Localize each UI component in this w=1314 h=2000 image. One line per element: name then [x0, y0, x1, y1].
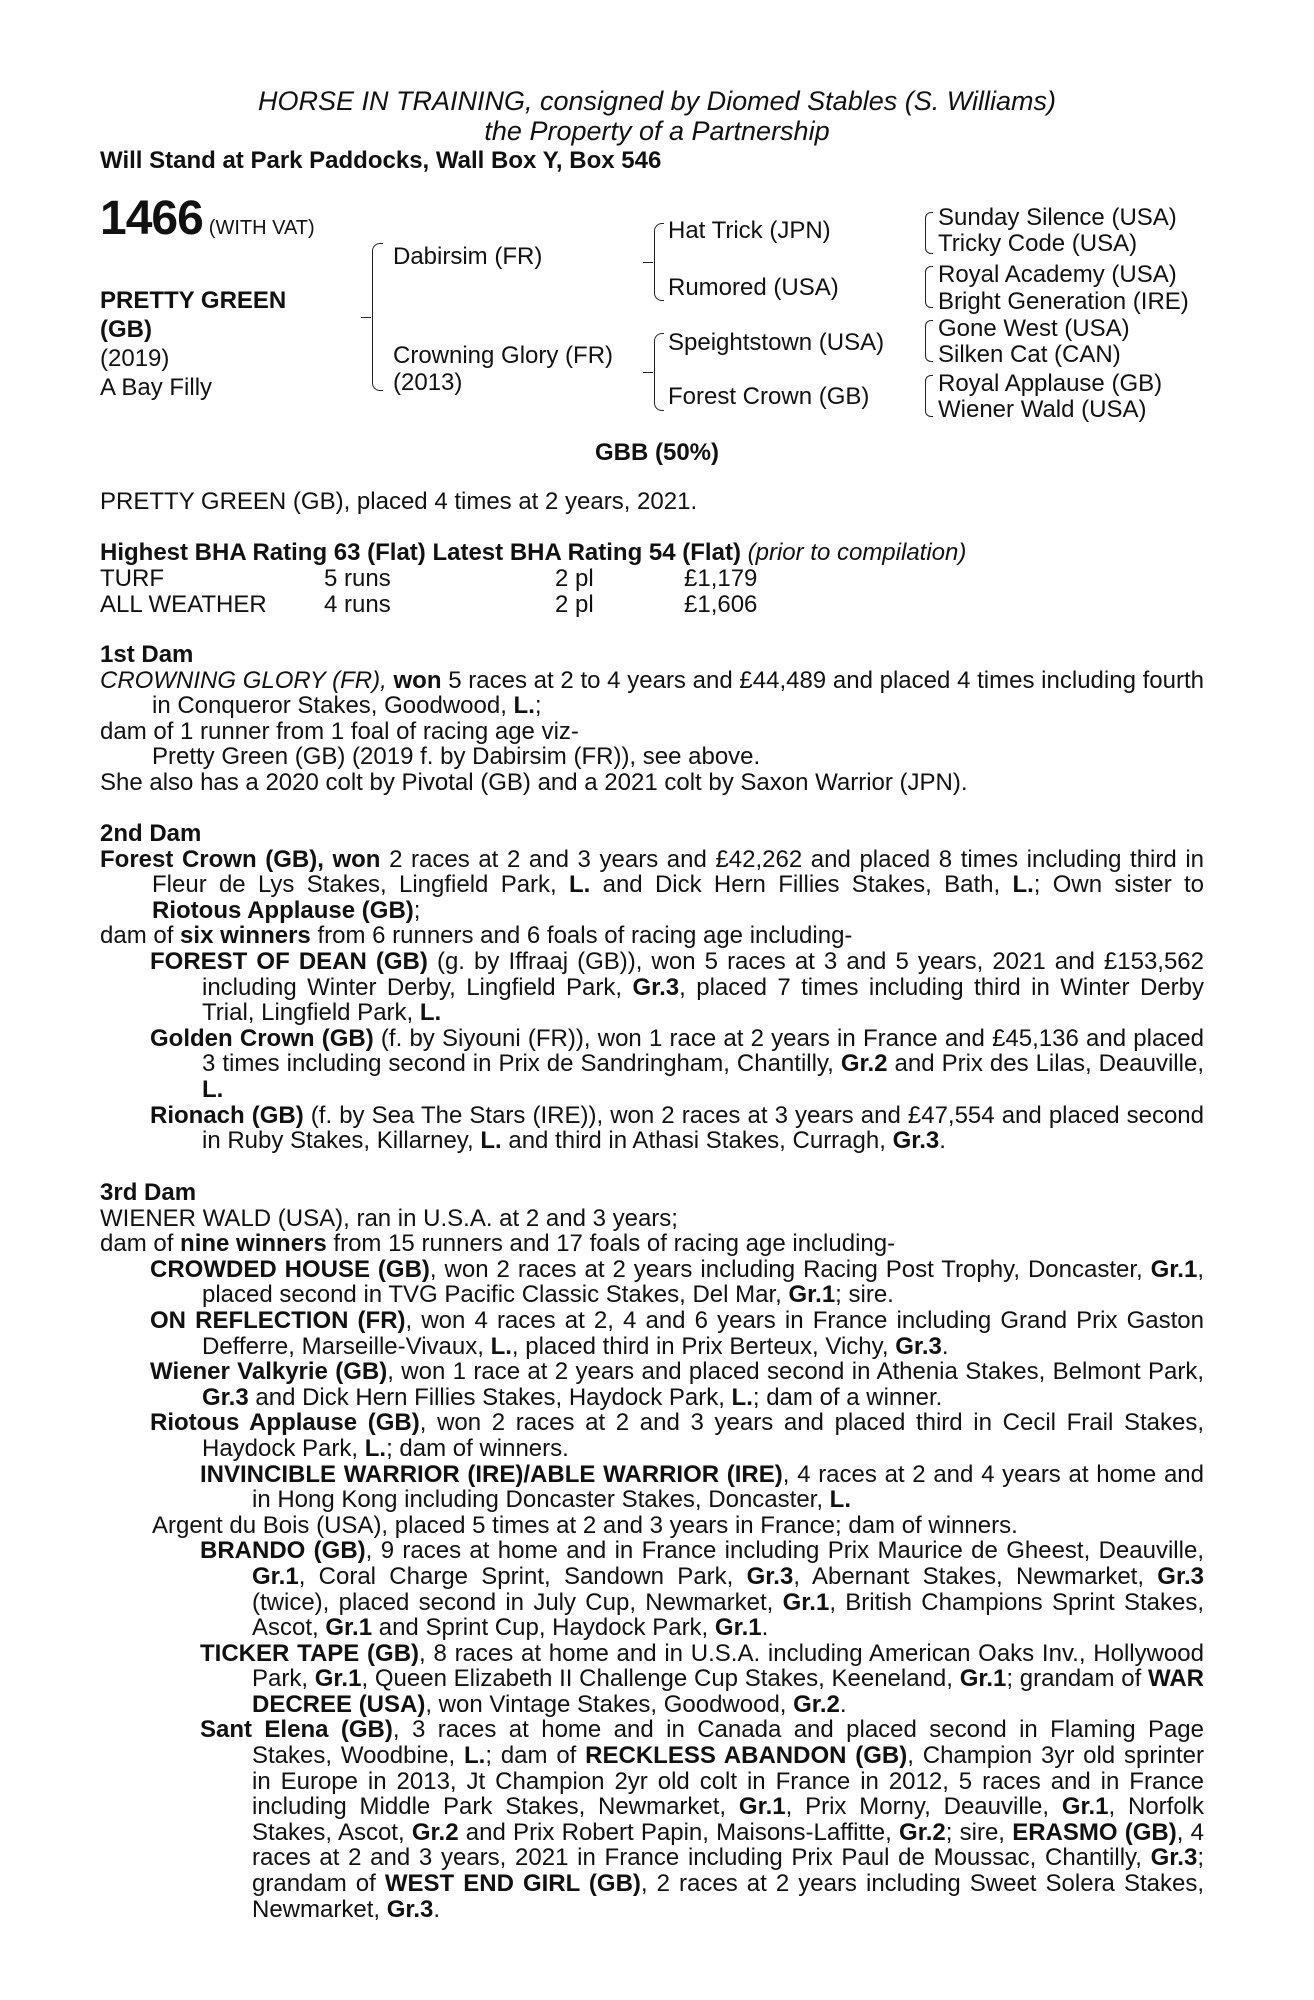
consignor-line: HORSE IN TRAINING, consigned by Diomed Stables (S. Williams) — [258, 86, 1056, 116]
bha-rating-note: (prior to compilation) — [747, 539, 967, 566]
dam-year: (2013) — [393, 369, 463, 396]
dam-sire-sire: Gone West (USA) — [938, 315, 1130, 342]
section-heading: 2nd Dam — [100, 820, 202, 847]
progeny-golden-crown: Golden Crown (GB) (f. by Siyouni (FR)), won 1 race at 2 years in France and £45,136 and placed 3 times including second in Prix de Sandringham, Chantilly, Gr.2 and Prix des Lilas, Deauville, L. — [150, 1024, 1204, 1103]
sire-sire-sire: Sunday Silence (USA) — [938, 204, 1177, 231]
progeny-brando: BRANDO (GB), 9 races at home and in France including Prix Maurice de Gheest, Deauville, Gr.1, Coral Charge Sprint, Sandown Park, Gr.3, Abernant Stakes, Newmarket, Gr.3 (twice), placed second in July Cup, Newmarket, Gr.1, British Champions Sprint Stakes, Ascot, Gr.1 and Sprint Cup, Haydock Park, Gr.1. — [200, 1537, 1204, 1642]
third-dam-record: WIENER WALD (USA), ran in U.S.A. at 2 and 3 years; — [100, 1204, 678, 1232]
table-row: TURF 5 runs 2 pl £1,179 — [100, 565, 758, 592]
bha-rating-values: Highest BHA Rating 63 (Flat) Latest BHA Rating 54 (Flat) — [100, 539, 741, 566]
third-dam-produce: dam of nine winners from 15 runners and 17 foals of racing age including- — [100, 1230, 896, 1258]
brace-ds — [925, 320, 933, 362]
horse-year: (2019) — [100, 345, 170, 372]
first-dam-section — [100, 642, 1204, 796]
lot-number: 1466 — [100, 192, 203, 245]
box-location: Will Stand at Park Paddocks, Wall Box Y, Box 546 — [100, 147, 662, 174]
sire-sire: Hat Trick (JPN) — [668, 217, 831, 244]
second-dam-section — [100, 821, 1204, 1154]
progeny-forest-of-dean: FOREST OF DEAN (GB) (g. by Iffraaj (GB)), won 5 races at 3 and 5 years, 2021 and £153,562 including Winter Derby, Lingfield Park, Gr.3, placed 7 times including third in Winter Derby Trial, Lingfield Park, L. — [150, 947, 1205, 1027]
first-dam-produce: dam of 1 runner from 1 foal of racing age viz- — [100, 717, 579, 745]
progeny-argent-du-bois: Argent du Bois (USA), placed 5 times at 2 and 3 years in France; dam of winners. — [152, 1511, 1018, 1539]
sire-dam: Rumored (USA) — [668, 274, 839, 301]
race-summary: PRETTY GREEN (GB), placed 4 times at 2 years, 2021. — [100, 488, 698, 515]
horse-description: A Bay Filly — [100, 374, 213, 401]
brace-sd — [925, 266, 933, 308]
vat-note: (WITH VAT) — [208, 217, 315, 239]
second-dam-record: Forest Crown (GB), won 2 races at 2 and 3 years and £42,262 and placed 8 times including third in Fleur de Lys Stakes, Lingfield Park, L. and Dick Hern Fillies Stakes, Bath, L.; Own sister to Riotous Applause (GB); — [100, 845, 1205, 924]
progeny-riotous-applause: Riotous Applause (GB), won 2 races at 2 and 3 years and placed third in Cecil Frail Stakes, Haydock Park, L.; dam of winners. — [150, 1409, 1204, 1462]
sire-sire-dam: Tricky Code (USA) — [938, 230, 1138, 257]
progeny-sant-elena: Sant Elena (GB), 3 races at home and in Canada and placed second in Flaming Page Stakes, Woodbine, L.; dam of RECKLESS ABANDON (GB), Champion 3yr old sprinter in Europe in 2013, Jt Champion 2yr old colt in France in 2012, 5 races and in France including Middle Park Stakes, Newmarket, Gr.1, Prix Morny, Deauville, Gr.1, Norfolk Stakes, Ascot, Gr.2 and Prix Robert Papin, Maisons-Laffitte, Gr.2; sire, ERASMO (GB), 4 races at 2 and 3 years, 2021 in France including Prix Paul de Moussac, Chantilly, Gr.3; grandam of WEST END GIRL (GB), 2 races at 2 years including Sweet Solera Stakes, Newmarket, Gr.3. — [200, 1716, 1205, 1923]
pedigree-brace-sire — [654, 223, 664, 301]
race-record-table — [100, 566, 1204, 617]
third-dam-section — [100, 1180, 1204, 1922]
property-line: the Property of a Partnership — [484, 116, 830, 146]
dam-sire-dam: Silken Cat (CAN) — [938, 341, 1121, 368]
table-row: ALL WEATHER 4 runs 2 pl £1,606 — [100, 590, 758, 618]
dam-dam-sire: Royal Applause (GB) — [938, 370, 1163, 397]
progeny-crowded-house: CROWDED HOUSE (GB), won 2 races at 2 years including Racing Post Trophy, Doncaster, Gr.1, placed second in TVG Pacific Classic Stakes, Del Mar, Gr.1; sire. — [150, 1255, 1204, 1309]
sire: Dabirsim (FR) — [393, 243, 543, 270]
progeny-wiener-valkyrie: Wiener Valkyrie (GB), won 1 race at 2 years and placed second in Athenia Stakes, Belmont Park, Gr.3 and Dick Hern Fillies Stakes, Haydock Park, L.; dam of a winner. — [150, 1358, 1205, 1411]
bha-rating — [100, 540, 1204, 566]
first-dam-record: CROWNING GLORY (FR), won 5 races at 2 to 4 years and £44,489 and placed 4 times including fourth in Conqueror Stakes, Goodwood, L.; — [100, 666, 1204, 720]
dosage-note: GBB (50%) — [594, 439, 720, 466]
second-dam-produce: dam of six winners from 6 runners and 6 foals of racing age including- — [100, 922, 853, 950]
lot-number-block — [100, 192, 315, 245]
dam: Crowning Glory (FR) — [393, 342, 614, 369]
brace-ss — [925, 212, 933, 254]
progeny-on-reflection: ON REFLECTION (FR), won 4 races at 2, 4 and 6 years in France including Grand Prix Gaston Defferre, Marseille-Vivaux, L., placed third in Prix Berteux, Vichy, Gr.3. — [150, 1306, 1205, 1360]
pedigree-brace-dam — [654, 333, 664, 411]
first-dam-also: She also has a 2020 colt by Pivotal (GB) and a 2021 colt by Saxon Warrior (JPN). — [100, 768, 968, 796]
section-heading: 3rd Dam — [100, 1179, 197, 1206]
progeny-rionach: Rionach (GB) (f. by Sea The Stars (IRE)), won 2 races at 3 years and £47,554 and placed second in Ruby Stakes, Killarney, L. and third in Athasi Stakes, Curragh, Gr.3. — [150, 1101, 1205, 1155]
first-dam-progeny: Pretty Green (GB) (2019 f. by Dabirsim (FR)), see above. — [152, 743, 761, 771]
progeny-ticker-tape: TICKER TAPE (GB), 8 races at home and in U.S.A. including American Oaks Inv., Hollywood Park, Gr.1, Queen Elizabeth II Challenge Cup Stakes, Keeneland, Gr.1; grandam of WAR DECREE (USA), won Vintage Stakes, Goodwood, Gr.2. — [200, 1639, 1204, 1718]
horse-identity — [100, 286, 340, 402]
dam-sire: Speightstown (USA) — [668, 329, 885, 356]
horse-country: (GB) — [100, 316, 152, 343]
sire-dam-dam: Bright Generation (IRE) — [938, 288, 1189, 315]
progeny-invincible-warrior: INVINCIBLE WARRIOR (IRE)/ABLE WARRIOR (IRE), 4 races at 2 and 4 years at home and in Hong Kong including Doncaster Stakes, Doncaster, L. — [200, 1460, 1205, 1514]
pedigree-brace-gen1 — [372, 243, 383, 391]
sire-dam-sire: Royal Academy (USA) — [938, 261, 1177, 288]
section-heading: 1st Dam — [100, 641, 194, 668]
dam-dam: Forest Crown (GB) — [668, 383, 870, 410]
dam-dam-dam: Wiener Wald (USA) — [938, 396, 1147, 423]
brace-dd — [925, 375, 933, 417]
horse-name: PRETTY GREEN — [100, 287, 287, 314]
